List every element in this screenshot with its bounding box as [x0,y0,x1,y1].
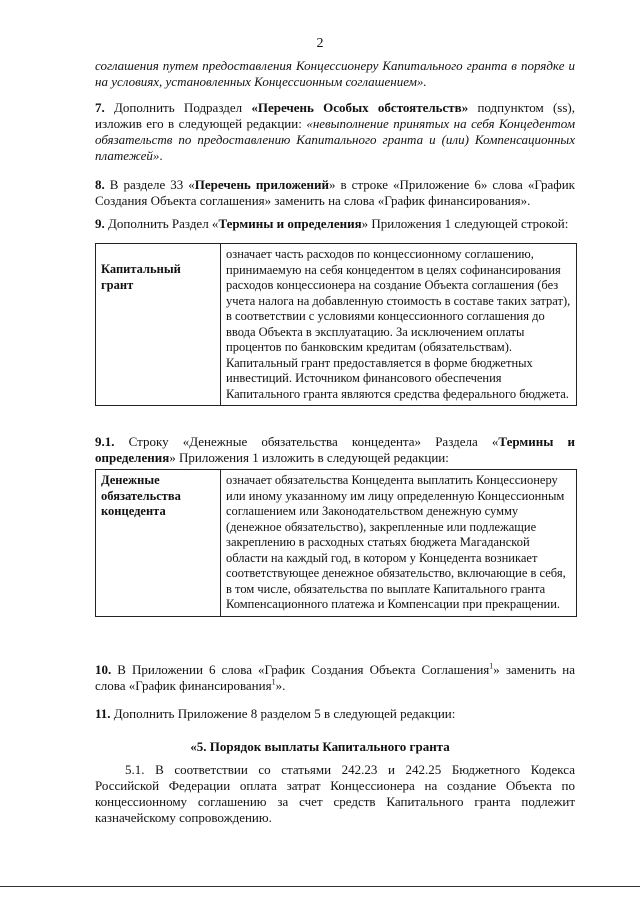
item-9-1-number: 9.1. [95,434,115,449]
item-7-text-b: подпунктом (ss), изложив его в следующей редакции: [95,100,575,131]
item-8-text-a: В разделе 33 « [104,177,195,192]
section-5-heading: «5. Порядок выплаты Капитального гранта [190,739,450,754]
section-5-1-paragraph: 5.1. В соответствии со статьями 242.23 и 242.25 Бюджетного Кодекса Российской Федерации оплата затрат Концессионера на создание Объекта по концессионному соглашению за счет средств Капитального гранта подлежит казначейскому сопровождению. [95,762,575,825]
page-bottom-rule [0,886,640,887]
item-8-number: 8. [95,177,105,192]
item-7-number: 7. [95,100,105,115]
item-10-footnote-mark-1: 1 [489,661,494,671]
item-10 [95,662,575,694]
definition-table-capital-grant [95,243,577,406]
item-8-bold: Перечень приложений [194,177,329,192]
item-7 [95,100,575,164]
item-7-text-a: Дополнить Подраздел [104,100,252,115]
item-7-bold: «Перечень Особых обстоятельств» [251,100,469,115]
term-cell: Денежные обязательства концедента [96,470,221,617]
item-9-text-a: Дополнить Раздел « [104,216,219,231]
item-11-number: 11. [95,706,111,721]
item-9 [95,216,575,232]
item-10-text-c: ». [275,678,286,693]
table-row [96,244,577,406]
item-9-1-text-b: » Приложения 1 изложить в следующей редакции: [169,450,449,465]
item-10-footnote-mark-2: 1 [271,677,276,687]
item-9-number: 9. [95,216,105,231]
item-10-number: 10. [95,662,112,677]
definition-table-monetary-obligations [95,469,577,617]
item-9-1-text-a: Строку «Денежные обязательства концедента» Раздела « [114,434,499,449]
item-9-text-b: » Приложения 1 следующей строкой: [361,216,569,231]
item-10-text-b: » заменить на слова «График финансирования [95,662,575,693]
item-11 [95,706,575,722]
item-9-bold: Термины и определения [218,216,362,231]
item-7-end: . [159,148,163,163]
item-7-italic: «невыполнение принятых на себя Концедентом обязательств по предоставлению Капитального гранта и (или) Компенсационных платежей» [95,116,576,163]
term-cell [96,244,221,406]
item-11-text: Дополнить Приложение 8 разделом 5 в следующей редакции: [110,706,456,721]
item-8-text-b: » в строке «Приложение 6» слова «График Создания Объекта соглашения» заменить на слова «График финансирования». [95,177,576,208]
item-10-text-a: В Приложении 6 слова «График Создания Объекта Соглашения [111,662,490,677]
item-9-1 [95,434,575,466]
term-capital-grant: Капитальный грант [101,262,181,292]
definition-cell-capital-grant: означает часть расходов по концессионному соглашению, принимаемую на себя концедентом в целях софинансирования расходов концессионера на создание Объекта соглашения (без учета налога на добавленную стоимость в составе таких затрат), в соответствии с условиями концессионного соглашения до ввода Объекта в эксплуатацию. За исключением оплаты процентов по банковским кредитам (обязательствам). Капитальный грант предоставляется в форме бюджетных инвестиций. Источником финансового обеспечения Капитального гранта являются средства федерального бюджета. [221,244,577,406]
item-8 [95,177,575,209]
page-number: 2 [316,36,324,51]
definition-cell-monetary-obligations: означает обязательства Концедента выплатить Концессионеру или иному указанному им лицу определенную Концессионным соглашением или Законодательством денежную сумму (денежное обязательство), закрепленные или подлежащие закреплению в расходных статьях бюджета Магаданской области на каждый год, в котором у Концедента возникает соответствующее денежное обязательство, включающие в себя, в том числе, обязательства по выплате Капитального гранта Компенсационного платежа и Компенсации при прекращении. [221,470,577,617]
continuation-paragraph: соглашения путем предоставления Концессионеру Капитального гранта в порядке и на условиях, установленных Концессионным соглашением». [95,58,575,89]
table-row [96,470,577,617]
item-9-1-bold: Термины и определения [95,434,575,465]
